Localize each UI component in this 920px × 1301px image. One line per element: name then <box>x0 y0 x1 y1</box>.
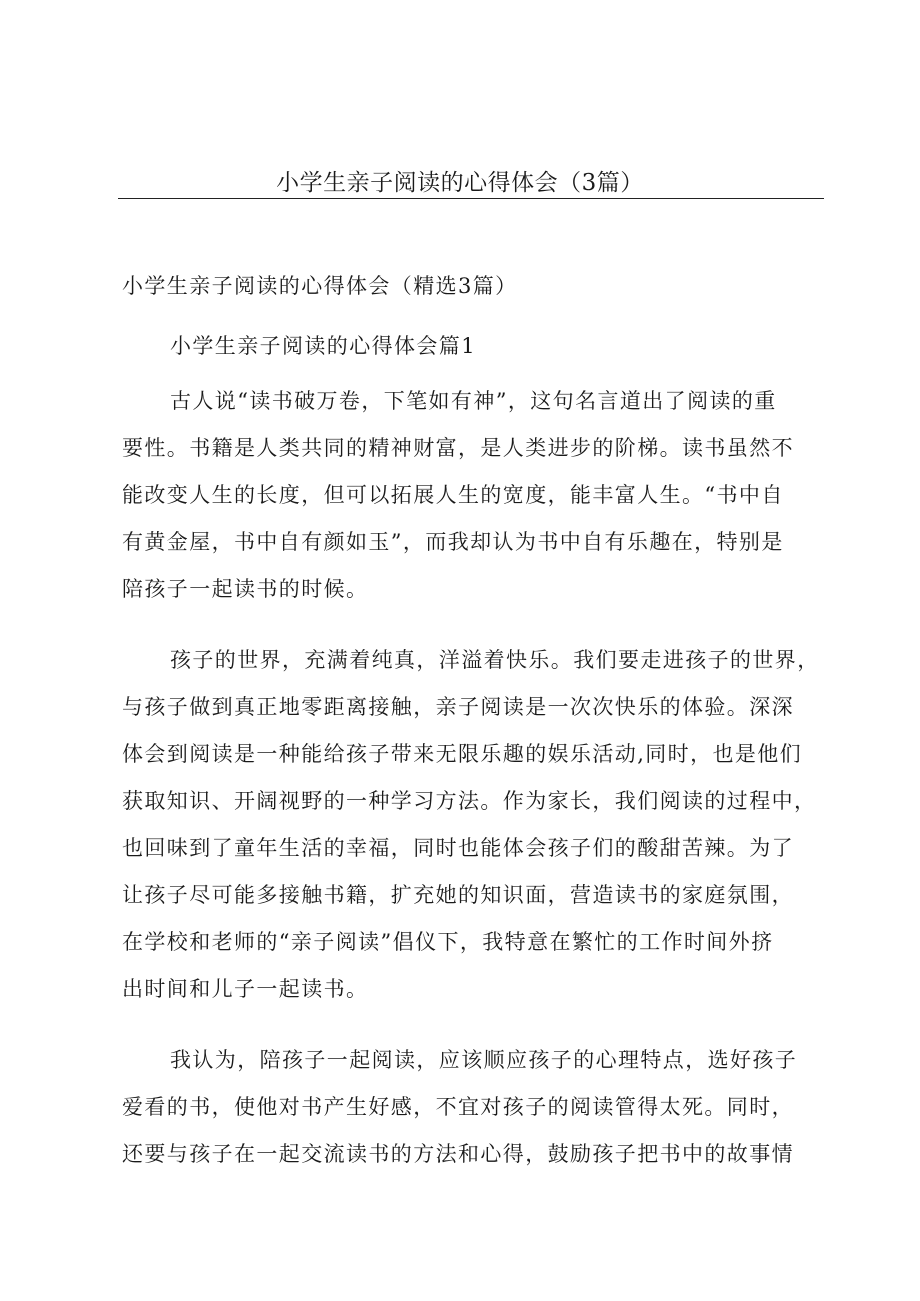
paragraph-1 <box>122 382 822 617</box>
paragraph-line: 出时间和儿子一起读书。 <box>122 977 369 1001</box>
paragraph-line: 与孩子做到真正地零距离接触，亲子阅读是一次次快乐的体验。深深 <box>122 695 794 719</box>
paragraph-line: 也回味到了童年生活的幸福，同时也能体会孩子们的酸甜苦辣。为了 <box>122 836 794 860</box>
paragraph-line: 我认为，陪孩子一起阅读，应该顺应孩子的心理特点，选好孩子 <box>170 1048 798 1072</box>
paragraph-line: 让孩子尽可能多接触书籍，扩充她的知识面，营造读书的家庭氛围， <box>122 883 794 907</box>
paragraph-line: 能改变人生的长度，但可以拓展人生的宽度，能丰富人生。“书中自 <box>122 483 784 507</box>
paragraph-line: 要性。书籍是人类共同的精神财富，是人类进步的阶梯。读书虽然不 <box>122 436 794 460</box>
paragraph-line: 还要与孩子在一起交流读书的方法和心得，鼓励孩子把书中的故事情 <box>122 1142 794 1166</box>
paragraph-line: 获取知识、开阔视野的一种学习方法。作为家长，我们阅读的过程中， <box>122 789 817 813</box>
paragraph-line: 孩子的世界，充满着纯真，洋溢着快乐。我们要走进孩子的世界， <box>170 648 820 672</box>
paragraph-3 <box>122 1041 822 1182</box>
section-heading: 小学生亲子阅读的心得体会篇1 <box>170 334 476 358</box>
document-body <box>122 267 822 1206</box>
paragraph-line: 体会到阅读是一种能给孩子带来无限乐趣的娱乐活动,同时，也是他们 <box>122 742 803 766</box>
paragraph-line: 有黄金屋，书中自有颜如玉”，而我却认为书中自有乐趣在，特别是 <box>122 530 784 554</box>
document-title: 小学生亲子阅读的心得体会（3篇） <box>276 170 644 196</box>
paragraph-line: 陪孩子一起读书的时候。 <box>122 577 369 601</box>
paragraph-2 <box>122 641 822 1017</box>
paragraph-line: 爱看的书，使他对书产生好感，不宜对孩子的阅读管得太死。同时， <box>122 1095 794 1119</box>
title-underline <box>118 198 824 199</box>
document-subtitle: 小学生亲子阅读的心得体会（精选3篇） <box>122 274 518 298</box>
paragraph-line: 在学校和老师的“亲子阅读”倡仪下，我特意在繁忙的工作时间外挤 <box>122 930 774 954</box>
paragraph-line: 古人说“读书破万卷，下笔如有神”，这句名言道出了阅读的重 <box>170 389 777 413</box>
